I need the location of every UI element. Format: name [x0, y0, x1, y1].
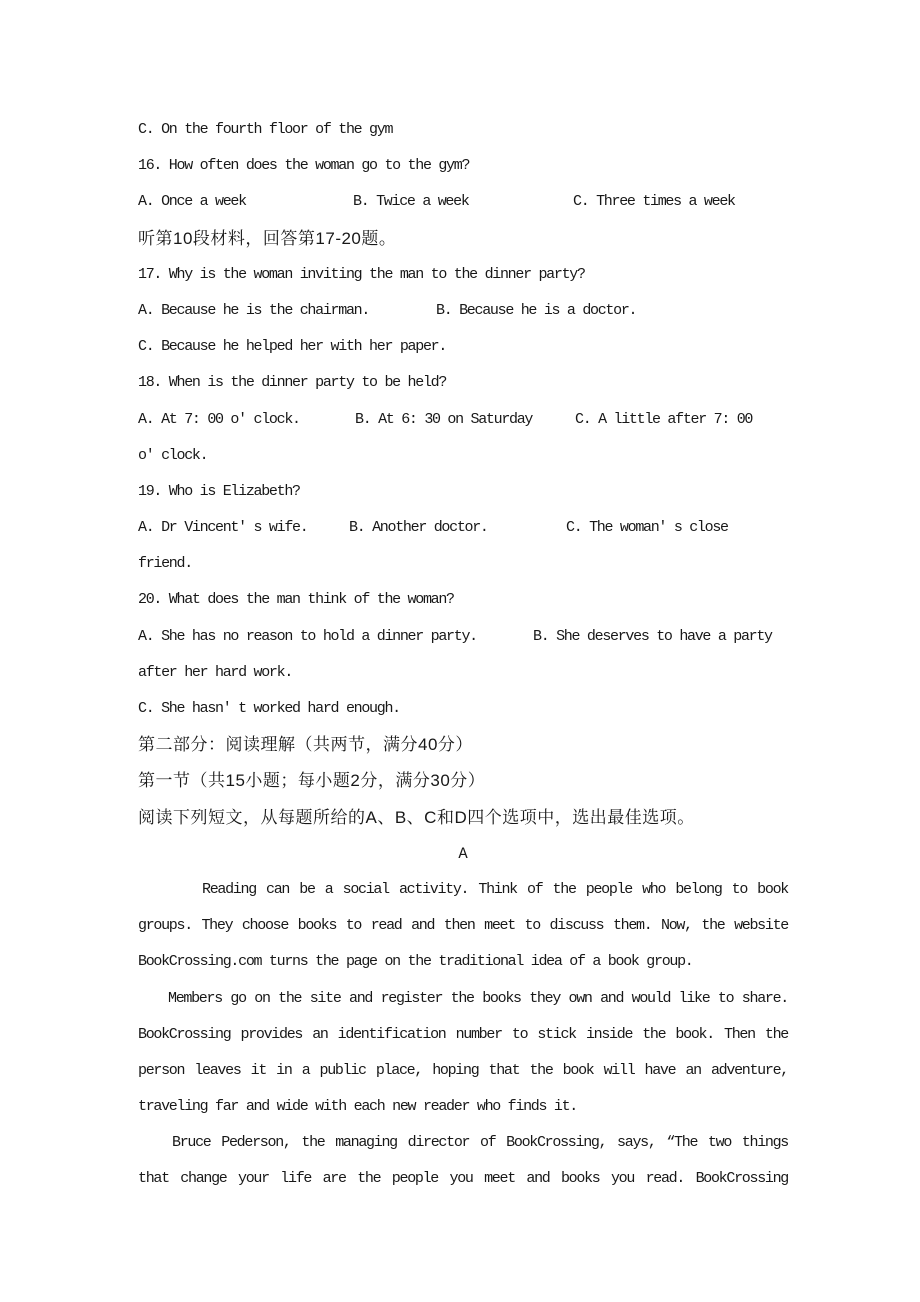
option-segment: A. She has no reason to hold a dinner party.: [138, 627, 477, 645]
text-line: 19. Who is Elizabeth?: [138, 482, 300, 500]
text-line: BookCrossing.com turns the page on the traditional idea of a book group.: [138, 953, 693, 971]
option-line: [138, 293, 788, 329]
text-line: C. She hasn' t worked hard enough.: [138, 700, 400, 717]
option-segment: C. Three times a week: [573, 193, 735, 211]
text-line: 18. When is the dinner party to be held?: [138, 374, 447, 392]
option-line: [138, 184, 788, 220]
option-segment: A. Because he is the chairman.: [138, 301, 370, 319]
document-body: [138, 112, 788, 1198]
chinese-line: 阅读下列短文，从每题所给的A、B、C和D四个选项中，选出最佳选项。: [138, 807, 695, 827]
text-line: C. On the fourth floor of the gym: [138, 121, 393, 138]
option-segment: B. Twice a week: [353, 193, 469, 211]
text-line: 20. What does the man think of the woman?: [138, 591, 454, 609]
option-line: [138, 402, 788, 438]
paragraph-line: that change your life are the people you meet and books you read. BookCrossing: [138, 1170, 788, 1188]
option-segment: B. Another doctor.: [349, 519, 488, 537]
paragraph-line: Bruce Pederson, the managing director of BookCrossing, says, “The two things: [172, 1134, 788, 1152]
paragraph-line: BookCrossing provides an identification number to stick inside the book. Then the: [138, 1025, 788, 1043]
option-segment: C. A little after 7: 00: [575, 410, 753, 428]
option-segment: A. Dr Vincent' s wife.: [138, 519, 308, 537]
option-segment: B. At 6: 30 on Saturday: [355, 410, 533, 428]
option-segment: B. Because he is a doctor.: [436, 301, 637, 319]
option-segment: C. The woman' s close: [566, 519, 728, 537]
option-segment: B. She deserves to have a party: [533, 627, 772, 645]
option-line: [138, 619, 788, 655]
text-line: o' clock.: [138, 446, 208, 464]
chinese-line: 第二部分：阅读理解（共两节，满分40分）: [138, 735, 473, 755]
text-line: 16. How often does the woman go to the gym?: [138, 157, 470, 175]
paragraph-line: groups. They choose books to read and then meet to discuss them. Now, the website: [138, 917, 788, 935]
chinese-line: 第一节（共15小题；每小题2分，满分30分）: [138, 771, 486, 791]
option-segment: A. Once a week: [138, 193, 246, 211]
text-line: 17. Why is the woman inviting the man to the dinner party?: [138, 265, 585, 283]
option-segment: A. At 7: 00 o' clock.: [138, 410, 300, 428]
text-line: C. Because he helped her with her paper.: [138, 338, 447, 356]
paragraph-line: Reading can be a social activity. Think of the people who belong to book: [202, 880, 788, 898]
paragraph-line: Members go on the site and register the books they own and would like to share.: [168, 989, 788, 1007]
paragraph-line: person leaves it in a public place, hoping that the book will have an adventure,: [138, 1061, 788, 1079]
text-line: after her hard work.: [138, 663, 293, 681]
text-line: friend.: [138, 555, 192, 573]
option-line: [138, 510, 788, 546]
text-line: traveling far and wide with each new reader who finds it.: [138, 1098, 577, 1116]
chinese-line: 听第10段材料，回答第17-20题。: [138, 228, 397, 248]
passage-label: A: [458, 844, 468, 863]
